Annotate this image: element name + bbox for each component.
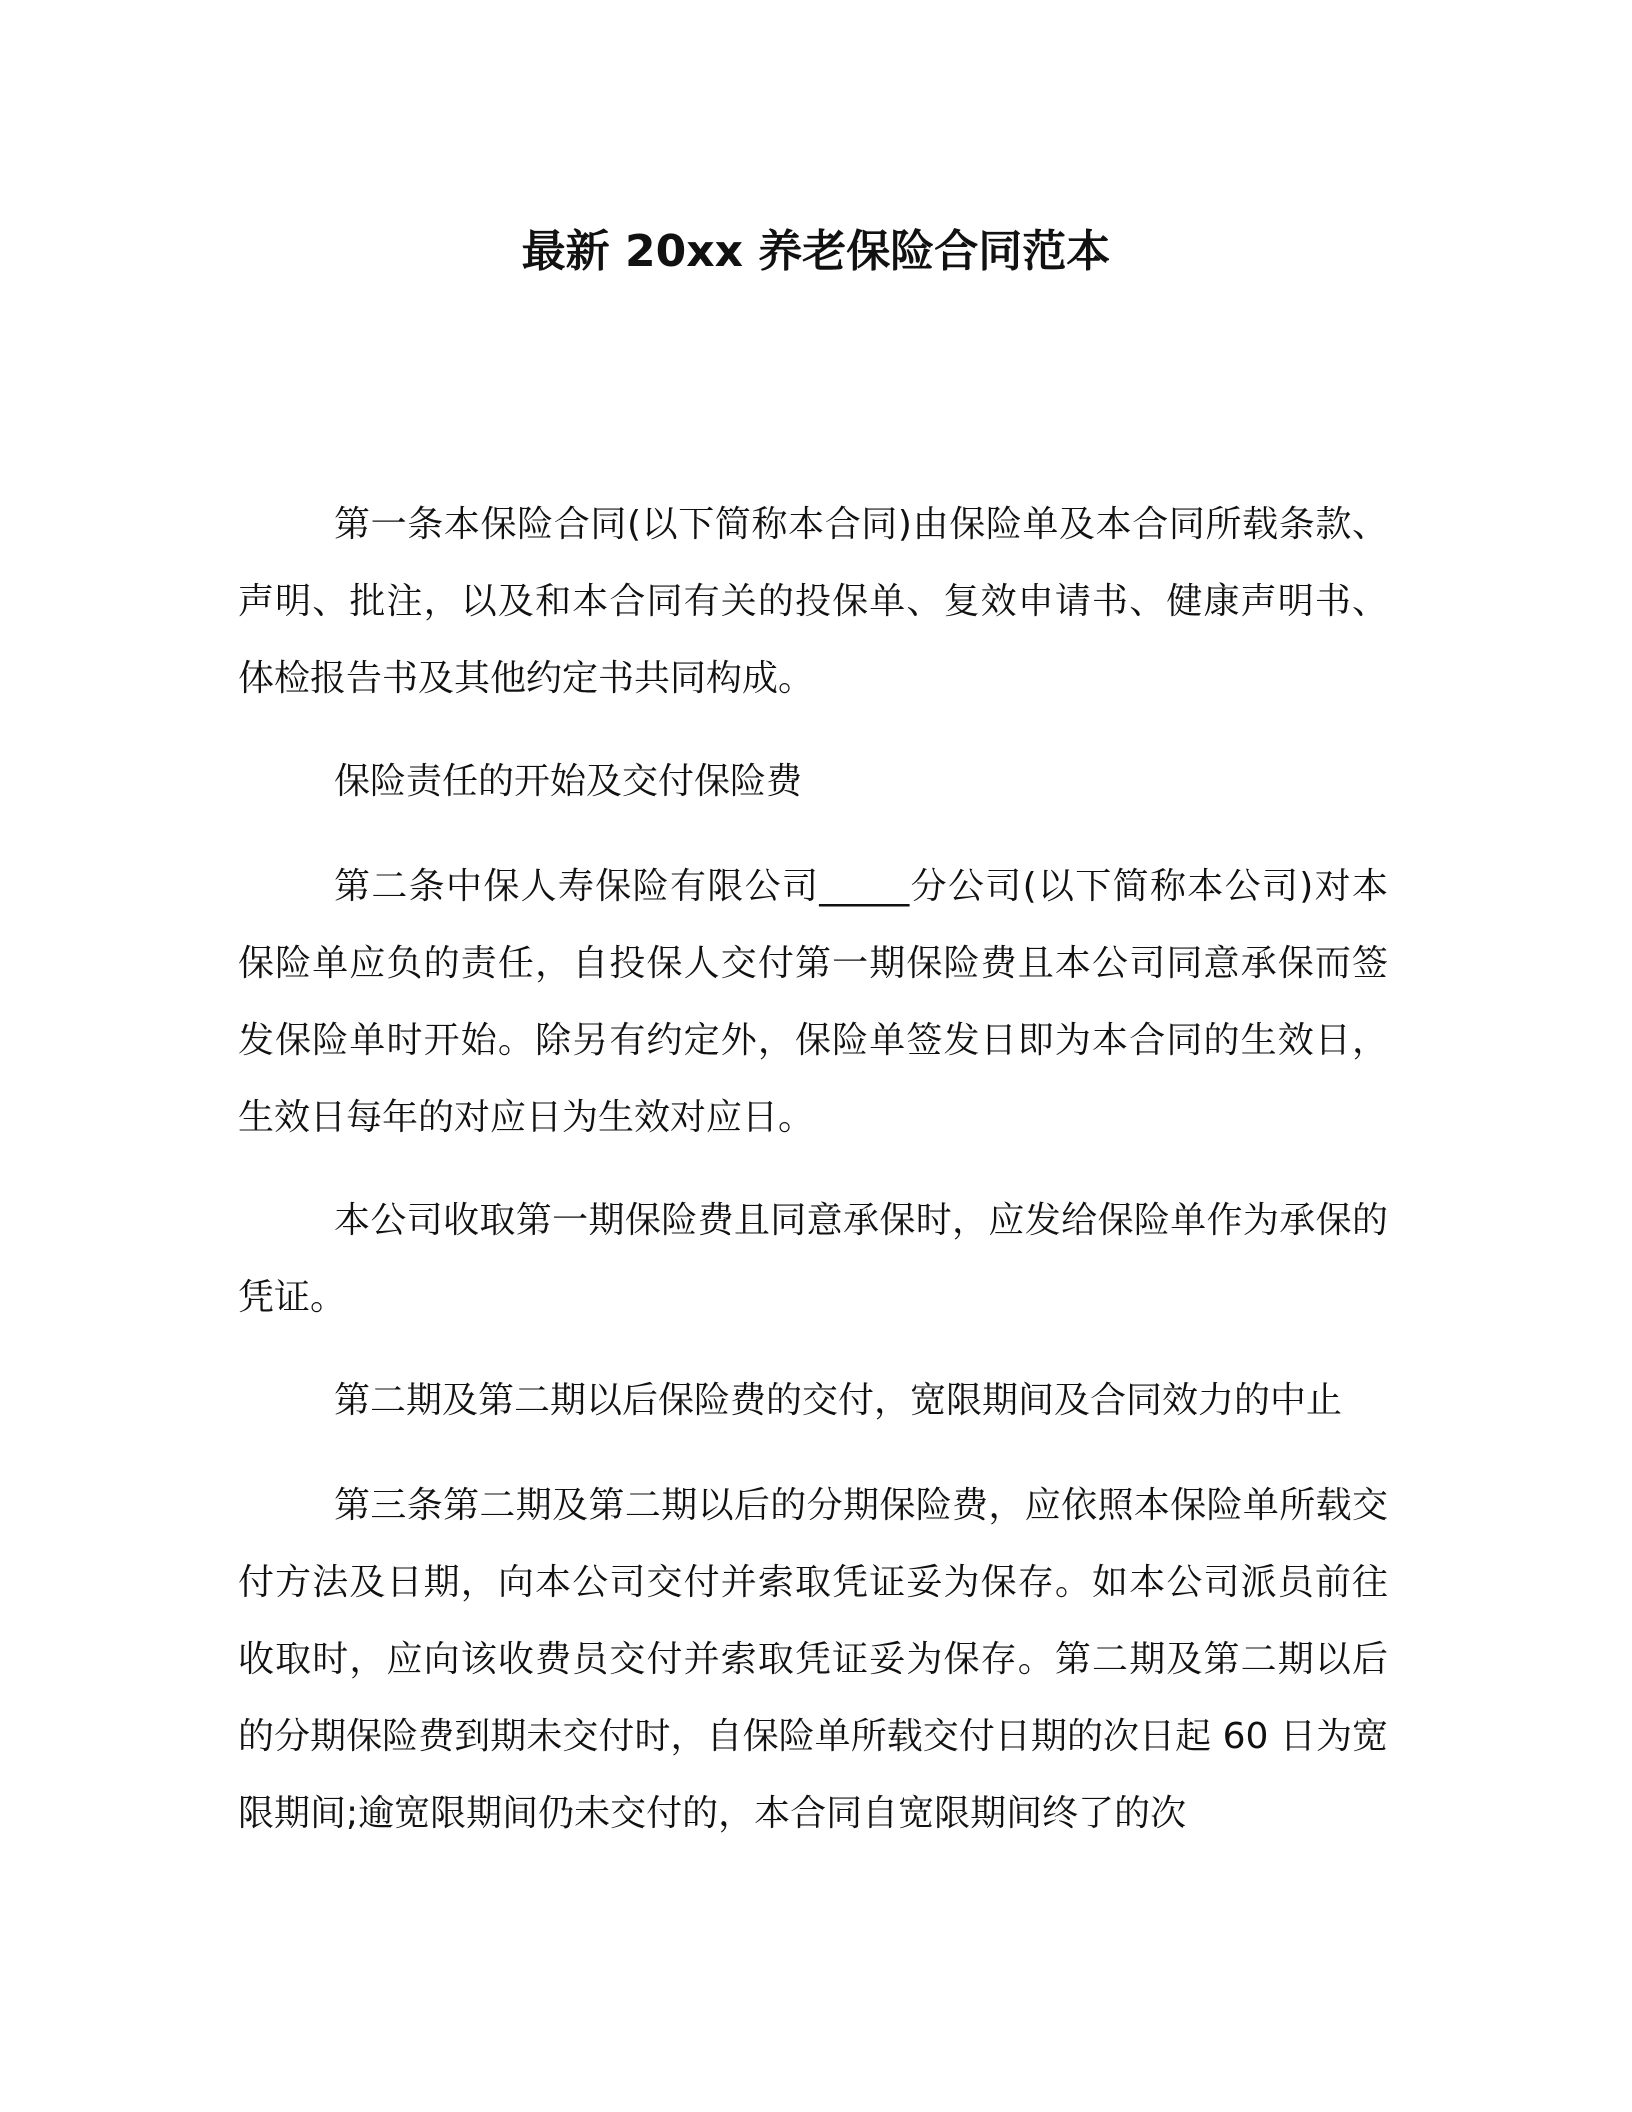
paragraph-article-3: 第三条第二期及第二期以后的分期保险费，应依照本保险单所载交付方法及日期，向本公司交付并索取凭证妥为保存。如本公司派员前往收取时，应向该收费员交付并索取凭证妥为保存。第二期及第二期以后的分期保险费到期未交付时，自保险单所载交付日期的次日起 60 日为宽限期间;逾宽限期间仍未交付的，本合同自宽限期间终了的次 — [238, 1485, 1388, 1834]
paragraph-article-2: 第二条中保人寿保险有限公司_____分公司(以下简称本公司)对本保险单应负的责任，自投保人交付第一期保险费且本公司同意承保而签发保险单时开始。除另有约定外，保险单签发日即为本合同的生效日，生效日每年的对应日为生效对应日。 — [238, 866, 1388, 1138]
document-body — [238, 486, 1388, 1878]
document-title: 最新 20xx 养老保险合同范本 — [521, 226, 1111, 277]
section-heading-premium-payment: 第二期及第二期以后保险费的交付，宽限期间及合同效力的中止 — [334, 1380, 1343, 1421]
paragraph-policy-certificate: 本公司收取第一期保险费且同意承保时，应发给保险单作为承保的凭证。 — [238, 1200, 1388, 1318]
paragraph-article-1: 第一条本保险合同(以下简称本合同)由保险单及本合同所载条款、声明、批注，以及和本合同有关的投保单、复效申请书、健康声明书、体检报告书及其他约定书共同构成。 — [238, 504, 1388, 699]
section-heading-insurance-liability: 保险责任的开始及交付保险费 — [334, 761, 803, 802]
